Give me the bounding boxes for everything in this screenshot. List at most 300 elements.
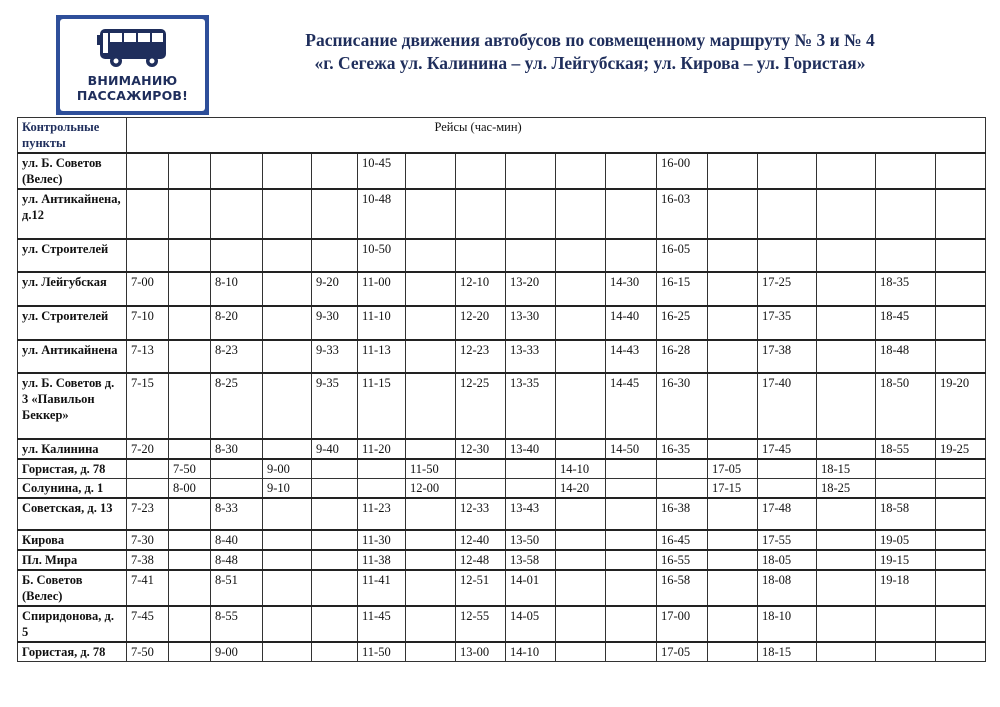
time-cell	[606, 479, 657, 499]
time-cell: 7-20	[127, 439, 169, 459]
time-cell: 9-40	[312, 439, 358, 459]
stop-name: Гористая, д. 78	[18, 642, 127, 662]
time-cell	[263, 340, 312, 373]
time-cell: 11-13	[358, 340, 406, 373]
time-cell	[606, 606, 657, 642]
header-trips: Рейсы (час-мин)	[127, 118, 986, 154]
time-cell	[358, 479, 406, 499]
time-cell	[556, 439, 606, 459]
time-cell: 17-00	[657, 606, 708, 642]
time-cell	[263, 153, 312, 189]
table-row	[18, 479, 986, 499]
time-cell: 19-05	[876, 530, 936, 550]
time-cell	[758, 459, 817, 479]
time-cell	[817, 606, 876, 642]
table-row	[18, 642, 986, 662]
time-cell: 12-33	[456, 498, 506, 530]
time-cell: 12-23	[456, 340, 506, 373]
time-cell: 8-10	[211, 272, 263, 306]
time-cell	[606, 642, 657, 662]
time-cell: 8-00	[169, 479, 211, 499]
time-cell: 17-38	[758, 340, 817, 373]
time-cell: 14-40	[606, 306, 657, 340]
table-row	[18, 239, 986, 272]
time-cell: 14-10	[556, 459, 606, 479]
time-cell	[876, 479, 936, 499]
time-cell: 13-30	[506, 306, 556, 340]
time-cell	[312, 642, 358, 662]
time-cell: 12-10	[456, 272, 506, 306]
time-cell: 14-50	[606, 439, 657, 459]
time-cell: 12-55	[456, 606, 506, 642]
time-cell: 19-18	[876, 570, 936, 606]
time-cell: 7-00	[127, 272, 169, 306]
time-cell	[169, 439, 211, 459]
time-cell: 9-33	[312, 340, 358, 373]
time-cell	[263, 550, 312, 570]
table-row	[18, 570, 986, 606]
time-cell: 16-35	[657, 439, 708, 459]
time-cell: 12-48	[456, 550, 506, 570]
time-cell: 11-23	[358, 498, 406, 530]
table-row	[18, 530, 986, 550]
time-cell	[263, 189, 312, 239]
time-cell: 9-35	[312, 373, 358, 439]
time-cell	[263, 272, 312, 306]
time-cell: 7-23	[127, 498, 169, 530]
time-cell	[936, 550, 986, 570]
time-cell	[876, 606, 936, 642]
stop-name: Советская, д. 13	[18, 498, 127, 530]
stop-name: ул. Калинина	[18, 439, 127, 459]
time-cell: 11-30	[358, 530, 406, 550]
sign-line-2: ПАССАЖИРОВ!	[76, 88, 189, 103]
time-cell	[556, 373, 606, 439]
time-cell: 11-50	[406, 459, 456, 479]
time-cell: 14-10	[506, 642, 556, 662]
time-cell	[708, 340, 758, 373]
time-cell	[506, 479, 556, 499]
time-cell	[708, 153, 758, 189]
time-cell: 18-25	[817, 479, 876, 499]
time-cell: 9-30	[312, 306, 358, 340]
time-cell	[708, 373, 758, 439]
time-cell	[606, 570, 657, 606]
time-cell	[312, 606, 358, 642]
time-cell	[936, 272, 986, 306]
time-cell	[556, 550, 606, 570]
time-cell	[312, 153, 358, 189]
stop-name: ул. Антикайнена	[18, 340, 127, 373]
time-cell: 8-25	[211, 373, 263, 439]
time-cell: 7-50	[169, 459, 211, 479]
time-cell	[556, 340, 606, 373]
time-cell	[263, 570, 312, 606]
time-cell: 17-40	[758, 373, 817, 439]
time-cell	[406, 189, 456, 239]
table-header-row	[18, 118, 986, 154]
time-cell: 12-20	[456, 306, 506, 340]
time-cell: 11-45	[358, 606, 406, 642]
time-cell: 10-45	[358, 153, 406, 189]
table-row	[18, 498, 986, 530]
time-cell: 8-33	[211, 498, 263, 530]
time-cell	[211, 479, 263, 499]
time-cell: 16-38	[657, 498, 708, 530]
time-cell: 11-10	[358, 306, 406, 340]
time-cell	[708, 606, 758, 642]
time-cell: 16-03	[657, 189, 708, 239]
time-cell	[506, 239, 556, 272]
time-cell	[708, 498, 758, 530]
table-row	[18, 189, 986, 239]
time-cell	[169, 189, 211, 239]
time-cell	[263, 439, 312, 459]
time-cell	[506, 189, 556, 239]
time-cell	[406, 153, 456, 189]
time-cell	[127, 239, 169, 272]
time-cell	[556, 306, 606, 340]
time-cell: 16-00	[657, 153, 708, 189]
time-cell	[169, 498, 211, 530]
time-cell	[657, 459, 708, 479]
time-cell: 18-58	[876, 498, 936, 530]
time-cell: 14-20	[556, 479, 606, 499]
time-cell: 11-50	[358, 642, 406, 662]
time-cell	[456, 153, 506, 189]
time-cell	[606, 530, 657, 550]
time-cell	[556, 189, 606, 239]
time-cell	[936, 189, 986, 239]
table-row	[18, 550, 986, 570]
time-cell	[169, 530, 211, 550]
time-cell: 9-00	[211, 642, 263, 662]
time-cell	[817, 498, 876, 530]
time-cell	[456, 479, 506, 499]
time-cell	[556, 272, 606, 306]
table-row	[18, 340, 986, 373]
time-cell	[406, 570, 456, 606]
time-cell	[876, 459, 936, 479]
table-row	[18, 306, 986, 340]
time-cell	[556, 498, 606, 530]
time-cell: 18-45	[876, 306, 936, 340]
time-cell	[312, 570, 358, 606]
time-cell: 9-10	[263, 479, 312, 499]
time-cell	[817, 642, 876, 662]
time-cell	[406, 340, 456, 373]
time-cell	[169, 340, 211, 373]
time-cell: 7-45	[127, 606, 169, 642]
stop-name: Солунина, д. 1	[18, 479, 127, 499]
time-cell	[169, 239, 211, 272]
table-row	[18, 606, 986, 642]
stop-name: Б. Советов (Велес)	[18, 570, 127, 606]
time-cell	[817, 373, 876, 439]
time-cell: 7-50	[127, 642, 169, 662]
stop-name: Пл. Мира	[18, 550, 127, 570]
time-cell	[936, 642, 986, 662]
time-cell	[936, 498, 986, 530]
time-cell	[358, 459, 406, 479]
time-cell: 16-30	[657, 373, 708, 439]
time-cell	[263, 530, 312, 550]
table-row	[18, 153, 986, 189]
bus-icon	[96, 27, 170, 71]
time-cell	[936, 606, 986, 642]
time-cell	[758, 239, 817, 272]
time-cell	[406, 306, 456, 340]
time-cell	[169, 642, 211, 662]
time-cell	[657, 479, 708, 499]
time-cell: 17-25	[758, 272, 817, 306]
table-row	[18, 439, 986, 459]
time-cell	[312, 239, 358, 272]
time-cell	[876, 153, 936, 189]
time-cell: 7-15	[127, 373, 169, 439]
time-cell: 13-50	[506, 530, 556, 550]
time-cell	[817, 550, 876, 570]
table-row	[18, 459, 986, 479]
time-cell	[606, 550, 657, 570]
time-cell: 13-58	[506, 550, 556, 570]
passenger-notice-sign	[56, 15, 209, 115]
time-cell	[211, 153, 263, 189]
time-cell	[817, 306, 876, 340]
time-cell	[127, 459, 169, 479]
time-cell: 7-30	[127, 530, 169, 550]
table-row	[18, 373, 986, 439]
time-cell: 9-00	[263, 459, 312, 479]
stop-name: ул. Лейгубская	[18, 272, 127, 306]
time-cell: 18-10	[758, 606, 817, 642]
time-cell	[263, 606, 312, 642]
schedule-table	[17, 117, 986, 662]
time-cell: 13-00	[456, 642, 506, 662]
time-cell: 13-35	[506, 373, 556, 439]
time-cell	[263, 498, 312, 530]
time-cell	[312, 459, 358, 479]
time-cell	[456, 459, 506, 479]
time-cell	[406, 550, 456, 570]
time-cell	[263, 306, 312, 340]
time-cell: 8-23	[211, 340, 263, 373]
time-cell	[406, 373, 456, 439]
time-cell: 12-00	[406, 479, 456, 499]
time-cell: 11-20	[358, 439, 406, 459]
time-cell	[708, 530, 758, 550]
time-cell	[817, 153, 876, 189]
time-cell: 18-15	[817, 459, 876, 479]
time-cell	[876, 189, 936, 239]
header-stops: Контрольные пункты	[18, 118, 127, 154]
time-cell	[406, 439, 456, 459]
time-cell: 17-48	[758, 498, 817, 530]
time-cell	[456, 189, 506, 239]
time-cell	[817, 239, 876, 272]
time-cell: 11-15	[358, 373, 406, 439]
time-cell	[169, 570, 211, 606]
time-cell: 7-10	[127, 306, 169, 340]
time-cell	[606, 153, 657, 189]
time-cell: 12-25	[456, 373, 506, 439]
time-cell	[406, 642, 456, 662]
time-cell: 8-30	[211, 439, 263, 459]
time-cell	[817, 530, 876, 550]
time-cell	[708, 570, 758, 606]
time-cell	[312, 550, 358, 570]
stop-name: Гористая, д. 78	[18, 459, 127, 479]
time-cell	[936, 340, 986, 373]
time-cell	[708, 272, 758, 306]
time-cell	[758, 479, 817, 499]
time-cell	[506, 153, 556, 189]
stop-name: Спиридонова, д. 5	[18, 606, 127, 642]
sign-line-1: ВНИМАНИЮ	[87, 73, 178, 88]
time-cell	[127, 479, 169, 499]
time-cell: 19-20	[936, 373, 986, 439]
stop-name: ул. Строителей	[18, 239, 127, 272]
time-cell: 11-41	[358, 570, 406, 606]
time-cell	[406, 498, 456, 530]
time-cell	[556, 530, 606, 550]
time-cell	[936, 239, 986, 272]
time-cell: 12-40	[456, 530, 506, 550]
time-cell: 14-30	[606, 272, 657, 306]
time-cell	[936, 459, 986, 479]
time-cell	[263, 642, 312, 662]
time-cell	[406, 239, 456, 272]
time-cell: 13-33	[506, 340, 556, 373]
time-cell	[169, 306, 211, 340]
time-cell	[817, 570, 876, 606]
time-cell	[312, 479, 358, 499]
time-cell: 16-15	[657, 272, 708, 306]
time-cell	[556, 606, 606, 642]
time-cell: 11-00	[358, 272, 406, 306]
time-cell: 12-30	[456, 439, 506, 459]
time-cell	[406, 272, 456, 306]
time-cell	[758, 189, 817, 239]
time-cell	[556, 239, 606, 272]
time-cell	[127, 189, 169, 239]
time-cell	[936, 306, 986, 340]
time-cell: 16-05	[657, 239, 708, 272]
time-cell	[556, 153, 606, 189]
time-cell: 14-43	[606, 340, 657, 373]
time-cell: 18-50	[876, 373, 936, 439]
time-cell	[606, 239, 657, 272]
time-cell: 9-20	[312, 272, 358, 306]
time-cell	[606, 459, 657, 479]
time-cell	[211, 239, 263, 272]
time-cell: 8-55	[211, 606, 263, 642]
time-cell	[876, 239, 936, 272]
time-cell	[936, 153, 986, 189]
time-cell	[169, 373, 211, 439]
time-cell: 12-51	[456, 570, 506, 606]
time-cell	[708, 439, 758, 459]
time-cell: 17-35	[758, 306, 817, 340]
stop-name: ул. Б. Советов д. 3 «Павильон Беккер»	[18, 373, 127, 439]
time-cell: 18-05	[758, 550, 817, 570]
time-cell	[758, 153, 817, 189]
sign-panel	[60, 19, 205, 111]
time-cell: 8-40	[211, 530, 263, 550]
time-cell: 8-51	[211, 570, 263, 606]
time-cell: 17-05	[708, 459, 758, 479]
time-cell	[211, 189, 263, 239]
time-cell	[936, 479, 986, 499]
time-cell: 14-01	[506, 570, 556, 606]
time-cell	[456, 239, 506, 272]
time-cell: 16-45	[657, 530, 708, 550]
time-cell: 17-05	[657, 642, 708, 662]
time-cell: 10-48	[358, 189, 406, 239]
page-title: Расписание движения автобусов по совмещенному маршруту № 3 и № 4	[305, 30, 875, 50]
page-subtitle: «г. Сегежа ул. Калинина – ул. Лейгубская; ул. Кирова – ул. Гористая»	[314, 53, 866, 73]
time-cell	[312, 530, 358, 550]
time-cell	[708, 550, 758, 570]
time-cell: 18-15	[758, 642, 817, 662]
time-cell	[817, 189, 876, 239]
time-cell	[606, 498, 657, 530]
time-cell	[406, 606, 456, 642]
time-cell	[406, 530, 456, 550]
time-cell	[708, 239, 758, 272]
stop-name: ул. Строителей	[18, 306, 127, 340]
time-cell	[606, 189, 657, 239]
time-cell: 11-38	[358, 550, 406, 570]
time-cell	[936, 530, 986, 550]
time-cell	[817, 340, 876, 373]
time-cell: 17-45	[758, 439, 817, 459]
time-cell	[556, 570, 606, 606]
time-cell: 16-55	[657, 550, 708, 570]
time-cell	[312, 498, 358, 530]
time-cell: 19-15	[876, 550, 936, 570]
time-cell: 17-15	[708, 479, 758, 499]
time-cell: 13-43	[506, 498, 556, 530]
time-cell: 16-58	[657, 570, 708, 606]
time-cell: 13-40	[506, 439, 556, 459]
time-cell: 16-25	[657, 306, 708, 340]
time-cell	[211, 459, 263, 479]
time-cell: 10-50	[358, 239, 406, 272]
stop-name: Кирова	[18, 530, 127, 550]
time-cell	[876, 642, 936, 662]
time-cell	[817, 272, 876, 306]
time-cell: 7-38	[127, 550, 169, 570]
time-cell: 16-28	[657, 340, 708, 373]
time-cell: 7-13	[127, 340, 169, 373]
time-cell: 8-20	[211, 306, 263, 340]
time-cell	[506, 459, 556, 479]
stop-name: ул. Антикайнена, д.12	[18, 189, 127, 239]
time-cell	[169, 153, 211, 189]
time-cell: 19-25	[936, 439, 986, 459]
time-cell: 18-35	[876, 272, 936, 306]
stop-name: ул. Б. Советов (Велес)	[18, 153, 127, 189]
time-cell	[169, 550, 211, 570]
time-cell	[263, 373, 312, 439]
time-cell: 14-45	[606, 373, 657, 439]
time-cell	[708, 642, 758, 662]
time-cell	[263, 239, 312, 272]
time-cell	[556, 642, 606, 662]
time-cell	[817, 439, 876, 459]
time-cell	[127, 153, 169, 189]
